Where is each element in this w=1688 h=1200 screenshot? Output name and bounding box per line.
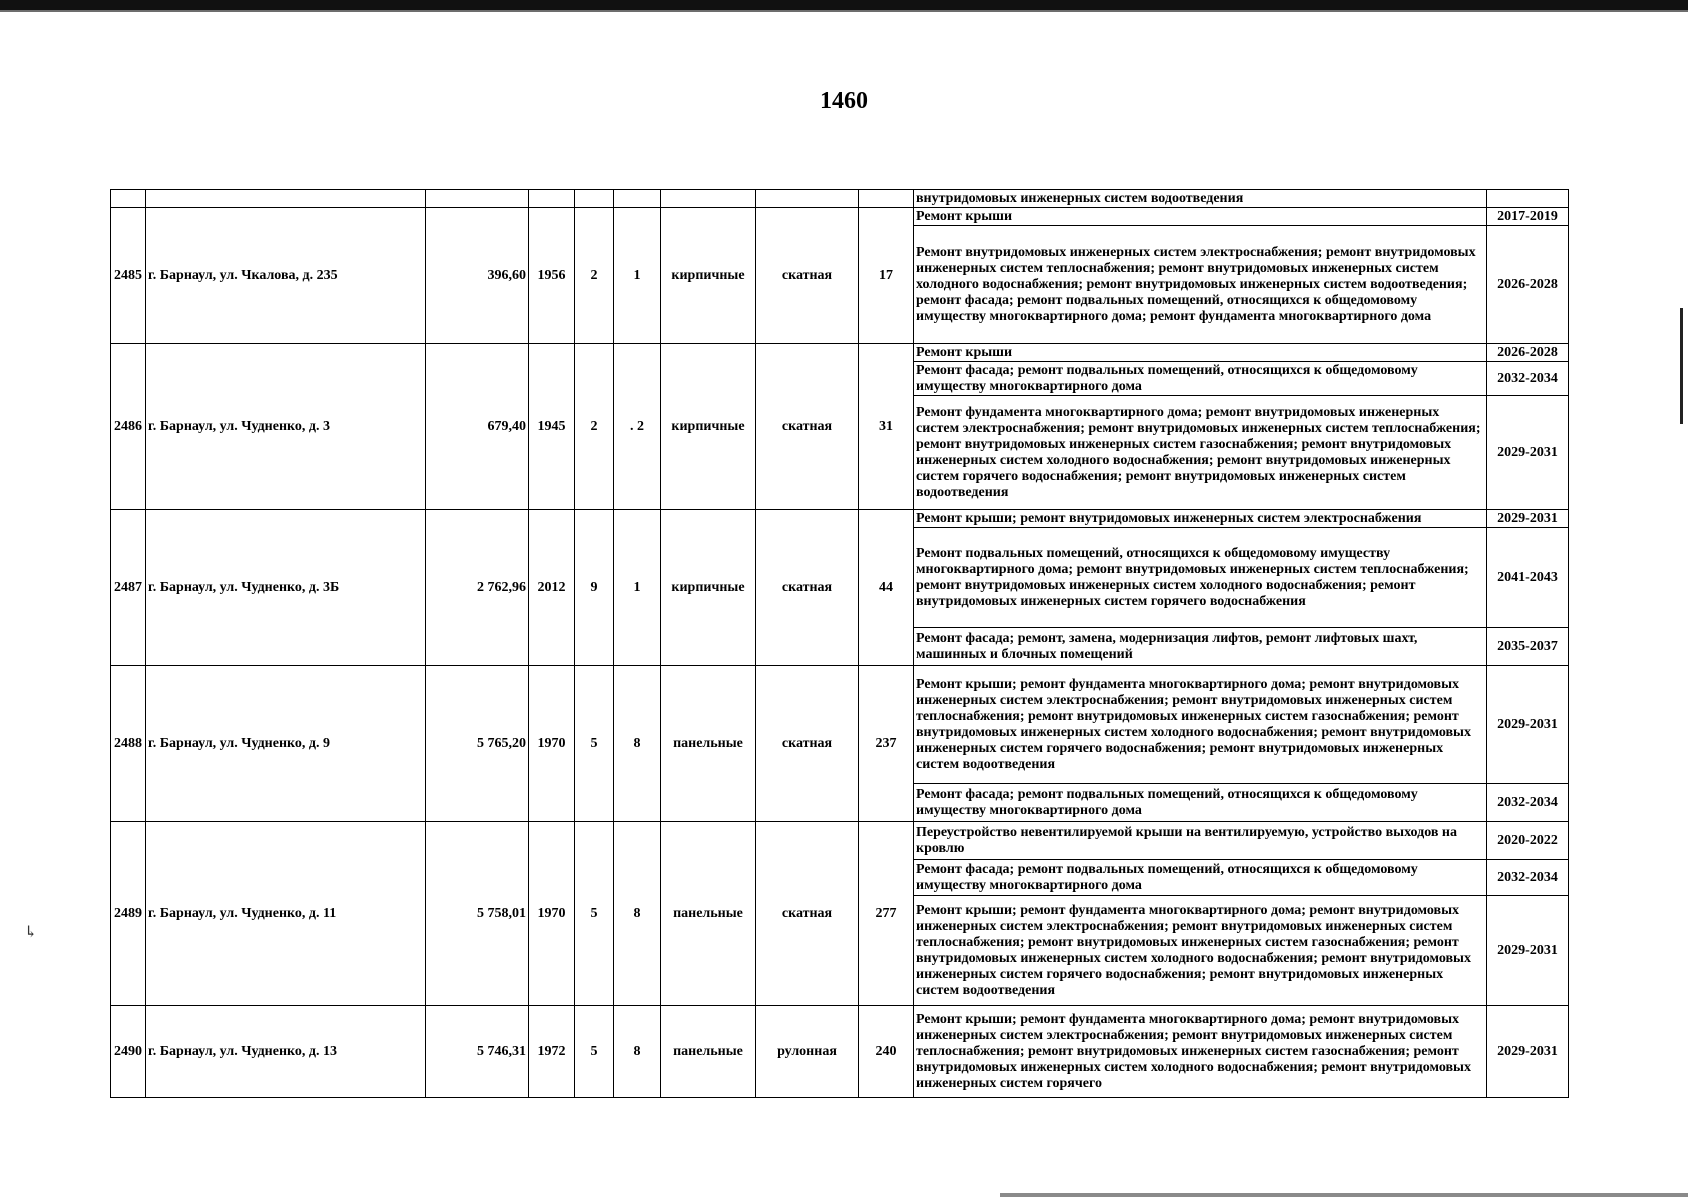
record-id: 2486 [111, 344, 146, 510]
page-number: 1460 [820, 88, 868, 114]
work-period: 2017-2019 [1487, 208, 1569, 226]
scan-top-edge-shadow [0, 10, 1688, 12]
work-period: 2020-2022 [1487, 822, 1569, 860]
work-description: Ремонт крыши; ремонт фундамента многоквартирного дома; ремонт внутридомовых инженерных систем электроснабжения; ремонт внутридомовых инженерных систем теплоснабжения; ремонт внутридомовых инженерных систем газоснабжения; ремонт внутридомовых инженерных систем холодного водоснабжения; ремонт внутридомовых инженерных систем горячего [914, 1006, 1487, 1098]
record-floors: 2 [575, 208, 614, 344]
cell-blank [529, 190, 575, 208]
record-entrances: 1 [614, 208, 661, 344]
cell-blank [614, 190, 661, 208]
record-roof-type: скатная [756, 822, 859, 1006]
work-description: Ремонт крыши; ремонт внутридомовых инженерных систем электроснабжения [914, 510, 1487, 528]
record-id: 2487 [111, 510, 146, 666]
record-roof-type: скатная [756, 344, 859, 510]
work-description: Переустройство невентилируемой крыши на вентилируемую, устройство выходов на кровлю [914, 822, 1487, 860]
record-year: 1956 [529, 208, 575, 344]
work-description: Ремонт фасада; ремонт подвальных помещений, относящихся к общедомовому имуществу многоквартирного дома [914, 362, 1487, 396]
work-description: Ремонт внутридомовых инженерных систем электроснабжения; ремонт внутридомовых инженерных систем теплоснабжения; ремонт внутридомовых инженерных систем холодного водоснабжения; ремонт внутридомовых инженерных систем водоотведения; ремонт фасада; ремонт подвальных помещений, относящихся к общедомовому имуществу многоквартирного дома; ремонт фундамента многоквартирного дома [914, 226, 1487, 344]
work-description: Ремонт фасада; ремонт, замена, модернизация лифтов, ремонт лифтовых шахт, машинных и блочных помещений [914, 628, 1487, 666]
repair-schedule-table [110, 189, 1569, 1098]
record-area: 2 762,96 [426, 510, 529, 666]
record-wall-material: кирпичные [661, 344, 756, 510]
record-residents: 237 [859, 666, 914, 822]
cell-blank [859, 190, 914, 208]
record-wall-material: панельные [661, 822, 756, 1006]
record-row [111, 822, 1569, 860]
record-wall-material: панельные [661, 1006, 756, 1098]
record-id: 2488 [111, 666, 146, 822]
record-year: 1970 [529, 666, 575, 822]
record-residents: 277 [859, 822, 914, 1006]
record-area: 679,40 [426, 344, 529, 510]
work-description: Ремонт фасада; ремонт подвальных помещений, относящихся к общедомовому имуществу многоквартирного дома [914, 860, 1487, 896]
work-description: Ремонт фундамента многоквартирного дома; ремонт внутридомовых инженерных систем электроснабжения; ремонт внутридомовых инженерных систем теплоснабжения; ремонт внутридомовых инженерных систем газоснабжения; ремонт внутридомовых инженерных систем холодного водоснабжения; ремонт внутридомовых инженерных систем горячего водоснабжения; ремонт внутридомовых инженерных систем водоотведения [914, 396, 1487, 510]
work-period: 2032-2034 [1487, 860, 1569, 896]
work-period: 2032-2034 [1487, 362, 1569, 396]
record-address: г. Барнаул, ул. Чудненко, д. 13 [146, 1006, 426, 1098]
record-entrances: . 2 [614, 344, 661, 510]
record-floors: 5 [575, 1006, 614, 1098]
work-period: 2029-2031 [1487, 666, 1569, 784]
record-roof-type: скатная [756, 510, 859, 666]
record-year: 1970 [529, 822, 575, 1006]
record-row [111, 1006, 1569, 1098]
scan-bottom-edge [1000, 1193, 1688, 1197]
record-year: 1972 [529, 1006, 575, 1098]
record-entrances: 8 [614, 666, 661, 822]
table-body [111, 190, 1569, 1098]
record-wall-material: кирпичные [661, 510, 756, 666]
record-entrances: 8 [614, 822, 661, 1006]
work-period: 2026-2028 [1487, 226, 1569, 344]
work-period: 2035-2037 [1487, 628, 1569, 666]
work-description: Ремонт фасада; ремонт подвальных помещений, относящихся к общедомовому имуществу многоквартирного дома [914, 784, 1487, 822]
record-row [111, 208, 1569, 226]
work-period: 2029-2031 [1487, 510, 1569, 528]
record-residents: 17 [859, 208, 914, 344]
record-address: г. Барнаул, ул. Чудненко, д. 3Б [146, 510, 426, 666]
record-roof-type: рулонная [756, 1006, 859, 1098]
record-address: г. Барнаул, ул. Чудненко, д. 9 [146, 666, 426, 822]
record-area: 5 746,31 [426, 1006, 529, 1098]
record-id: 2485 [111, 208, 146, 344]
record-year: 2012 [529, 510, 575, 666]
scan-right-mark [1680, 308, 1683, 424]
record-floors: 9 [575, 510, 614, 666]
carryover-row [111, 190, 1569, 208]
record-floors: 5 [575, 666, 614, 822]
work-description: Ремонт подвальных помещений, относящихся к общедомовому имуществу многоквартирного дома; ремонт внутридомовых инженерных систем теплоснабжения; ремонт внутридомовых инженерных систем холодного водоснабжения; ремонт внутридомовых инженерных систем горячего водоснабжения [914, 528, 1487, 628]
record-roof-type: скатная [756, 666, 859, 822]
scan-artifact-mark: ↳ [24, 924, 38, 941]
record-area: 396,60 [426, 208, 529, 344]
cell-blank [426, 190, 529, 208]
cell-blank [575, 190, 614, 208]
cell-blank [1487, 190, 1569, 208]
record-id: 2489 [111, 822, 146, 1006]
cell-blank [756, 190, 859, 208]
record-row [111, 344, 1569, 362]
record-year: 1945 [529, 344, 575, 510]
record-area: 5 765,20 [426, 666, 529, 822]
work-description: внутридомовых инженерных систем водоотведения [914, 190, 1487, 208]
work-period: 2029-2031 [1487, 396, 1569, 510]
work-description: Ремонт крыши [914, 344, 1487, 362]
cell-blank [661, 190, 756, 208]
record-residents: 44 [859, 510, 914, 666]
record-floors: 5 [575, 822, 614, 1006]
work-period: 2032-2034 [1487, 784, 1569, 822]
work-period: 2029-2031 [1487, 1006, 1569, 1098]
record-row [111, 666, 1569, 784]
record-residents: 31 [859, 344, 914, 510]
cell-blank [111, 190, 146, 208]
record-floors: 2 [575, 344, 614, 510]
record-address: г. Барнаул, ул. Чудненко, д. 11 [146, 822, 426, 1006]
record-wall-material: кирпичные [661, 208, 756, 344]
cell-blank [146, 190, 426, 208]
work-description: Ремонт крыши; ремонт фундамента многоквартирного дома; ремонт внутридомовых инженерных систем электроснабжения; ремонт внутридомовых инженерных систем теплоснабжения; ремонт внутридомовых инженерных систем газоснабжения; ремонт внутридомовых инженерных систем холодного водоснабжения; ремонт внутридомовых инженерных систем горячего водоснабжения; ремонт внутридомовых инженерных систем водоотведения [914, 896, 1487, 1006]
record-area: 5 758,01 [426, 822, 529, 1006]
scan-top-edge [0, 0, 1688, 10]
record-row [111, 510, 1569, 528]
record-residents: 240 [859, 1006, 914, 1098]
record-roof-type: скатная [756, 208, 859, 344]
work-description: Ремонт крыши [914, 208, 1487, 226]
work-period: 2041-2043 [1487, 528, 1569, 628]
record-address: г. Барнаул, ул. Чкалова, д. 235 [146, 208, 426, 344]
record-entrances: 8 [614, 1006, 661, 1098]
record-wall-material: панельные [661, 666, 756, 822]
record-entrances: 1 [614, 510, 661, 666]
work-description: Ремонт крыши; ремонт фундамента многоквартирного дома; ремонт внутридомовых инженерных систем электроснабжения; ремонт внутридомовых инженерных систем теплоснабжения; ремонт внутридомовых инженерных систем газоснабжения; ремонт внутридомовых инженерных систем холодного водоснабжения; ремонт внутридомовых инженерных систем горячего водоснабжения; ремонт внутридомовых инженерных систем водоотведения [914, 666, 1487, 784]
record-id: 2490 [111, 1006, 146, 1098]
work-period: 2029-2031 [1487, 896, 1569, 1006]
work-period: 2026-2028 [1487, 344, 1569, 362]
record-address: г. Барнаул, ул. Чудненко, д. 3 [146, 344, 426, 510]
